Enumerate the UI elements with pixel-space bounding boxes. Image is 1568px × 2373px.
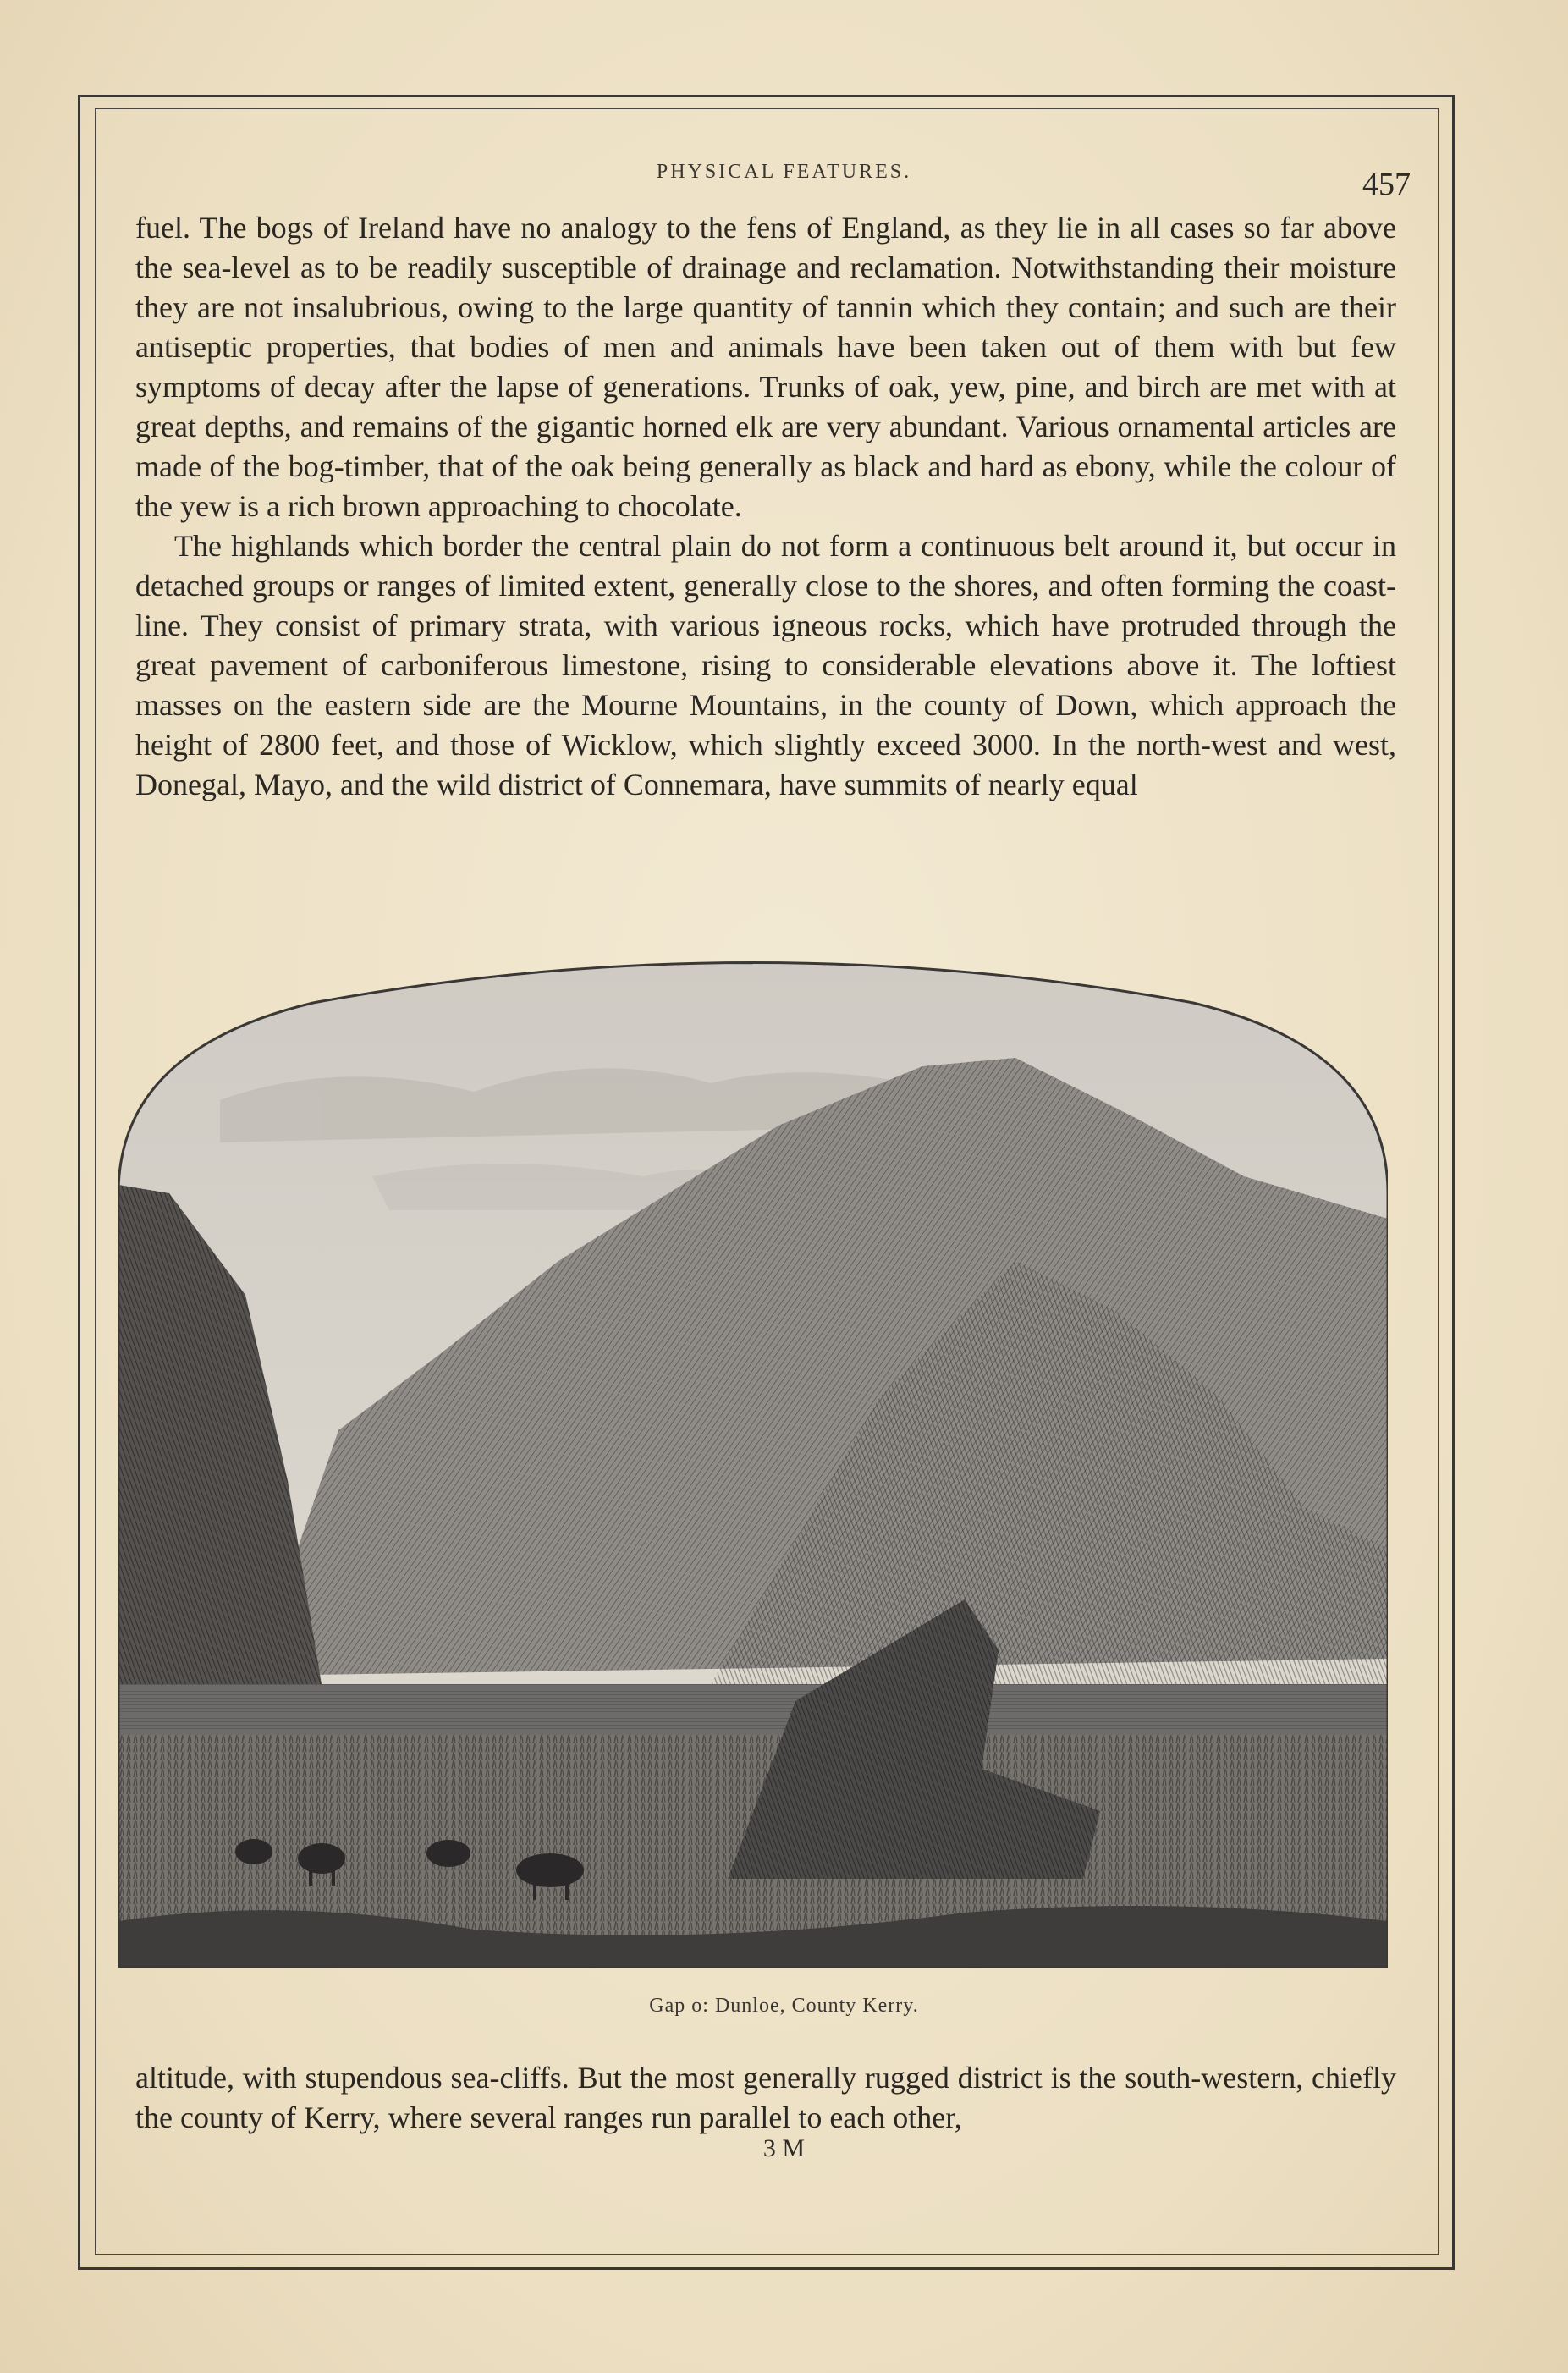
signature-mark: 3 M [762, 2134, 806, 2162]
body-text-bottom [135, 2058, 1396, 2138]
paragraph-3: altitude, with stupendous sea-cliffs. But the most generally rugged district is the south-western, chiefly the county of Kerry, where several ranges run parallel to each other, [135, 2061, 1396, 2134]
illustration-caption: Gap o: Dunloe, County Kerry. [649, 1995, 919, 2017]
engraving-illustration [118, 956, 1388, 1968]
body-text-top [135, 208, 1396, 805]
paragraph-2: The highlands which border the central plain do not form a continuous belt around it, but occur in detached groups or ranges of limited extent, generally close to the shores, and often forming the coast-line. They consist of primary strata, with various igneous rocks, which have protruded through the great pavement of carboniferous limestone, rising to considerable elevations above it. The loftiest masses on the eastern side are the Mourne Mountains, in the county of Down, which approach the height of 2800 feet, and those of Wicklow, which slightly exceed 3000. In the north-west and west, Donegal, Mayo, and the wild district of Connemara, have summits of nearly equal [135, 529, 1396, 801]
paragraph-1: fuel. The bogs of Ireland have no analogy to the fens of England, as they lie in all cases so far above the sea-level as to be readily susceptible of drainage and reclamation. Notwithstanding their moisture they are not insalubrious, owing to the large quantity of tannin which they contain; and such are their antiseptic properties, that bodies of men and animals have been taken out of them with but few symptoms of decay after the lapse of generations. Trunks of oak, yew, pine, and birch are met with at great depths, and remains of the gigantic horned elk are very abundant. Various ornamental articles are made of the bog-timber, that of the oak being generally as black and hard as ebony, while the colour of the yew is a rich brown approaching to chocolate. [135, 211, 1396, 523]
page-number: 457 [1362, 167, 1411, 202]
running-head: PHYSICAL FEATURES. [656, 161, 912, 183]
